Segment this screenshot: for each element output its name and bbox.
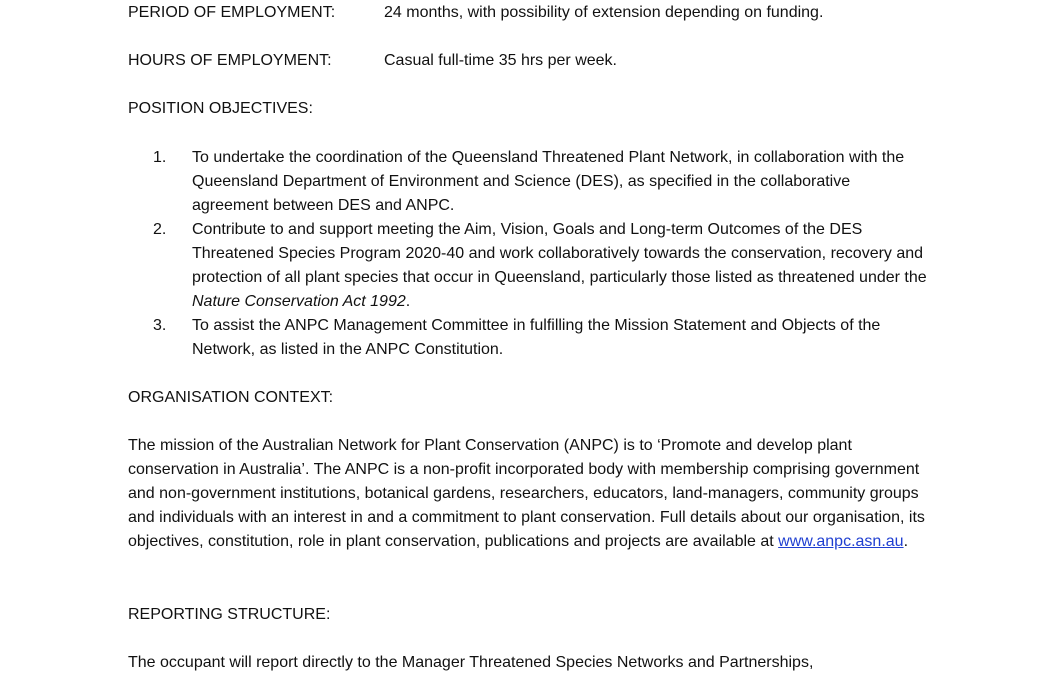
list-item (128, 218, 928, 314)
context-body: The mission of the Australian Network for Plant Conservation (ANPC) is to ‘Promote and develop plant conservation in Australia’. The ANPC is a non-profit incorporated body with membership comprising government and non-government institutions, botanical gardens, researchers, educators, land-managers, community groups and individuals with an interest in and a commitment to plant conservation. Full details about our organisation, its objectives, constitution, role in plant conservation, publications and projects are available at (128, 437, 925, 550)
list-item-text-end: . (405, 293, 411, 310)
context-paragraph (128, 434, 940, 554)
list-item (128, 146, 928, 218)
objectives-list (128, 146, 928, 362)
period-row (128, 1, 823, 25)
reporting-paragraph: The occupant will report directly to the Manager Threatened Species Networks and Partnerships, (128, 654, 814, 671)
reporting-heading: REPORTING STRUCTURE: (128, 606, 331, 623)
context-body-end: . (903, 533, 909, 550)
act-name: Nature Conservation Act 1992 (192, 293, 406, 310)
list-item-number: 1. (153, 149, 167, 166)
context-heading: ORGANISATION CONTEXT: (128, 389, 334, 406)
list-item-text: Contribute to and support meeting the Aim, Vision, Goals and Long-term Outcomes of the DES Threatened Species Program 2020-40 and work collaboratively towards the conservation, recovery and protection of all plant species that occur in Queensland, particularly those listed as threatened under the (192, 221, 927, 286)
list-item-text: To assist the ANPC Management Committee in fulfilling the Mission Statement and Objects of the Network, as listed in the ANPC Constitution. (192, 317, 881, 358)
hours-row (128, 49, 617, 73)
objectives-heading: POSITION OBJECTIVES: (128, 100, 313, 117)
period-label: PERIOD OF EMPLOYMENT: (128, 4, 336, 21)
hours-label: HOURS OF EMPLOYMENT: (128, 52, 332, 69)
list-item (128, 314, 928, 362)
list-item-text: To undertake the coordination of the Queensland Threatened Plant Network, in collaboration with the Queensland Department of Environment and Science (DES), as specified in the collaborative agreement between DES and ANPC. (192, 149, 905, 214)
anpc-website-link[interactable]: www.anpc.asn.au (778, 533, 904, 550)
list-item-number: 3. (153, 317, 167, 334)
hours-value: Casual full-time 35 hrs per week. (384, 52, 617, 69)
period-value: 24 months, with possibility of extension depending on funding. (384, 4, 824, 21)
list-item-number: 2. (153, 221, 167, 238)
